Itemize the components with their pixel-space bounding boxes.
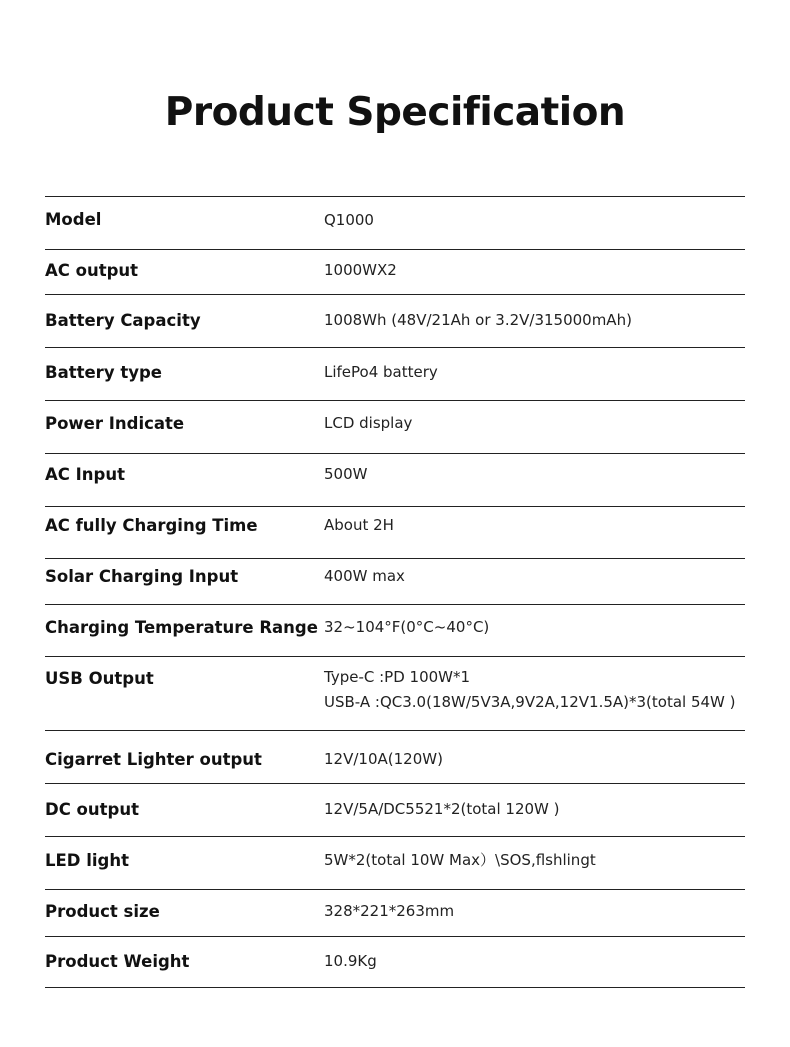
spec-label: Battery Capacity — [45, 311, 201, 330]
spec-label: AC fully Charging Time — [45, 516, 258, 535]
spec-label: Solar Charging Input — [45, 567, 239, 586]
spec-value-line: Type-C :PD 100W*1 — [324, 668, 471, 686]
spec-label: AC output — [45, 261, 139, 280]
spec-label: LED light — [45, 851, 129, 870]
spec-row-led-light — [45, 837, 745, 890]
spec-value — [324, 411, 412, 436]
spec-value — [324, 513, 394, 538]
spec-row-charging-temperature — [45, 605, 745, 657]
spec-value — [324, 747, 443, 772]
spec-value — [324, 360, 438, 385]
spec-value — [324, 462, 367, 487]
spec-value-line: 1008Wh (48V/21Ah or 3.2V/315000mAh) — [324, 311, 632, 329]
spec-value-line: 5W*2(total 10W Max）\SOS,flshlingt — [324, 851, 596, 869]
spec-value-line: 12V/5A/DC5521*2(total 120W ) — [324, 800, 560, 818]
spec-row-ac-charging-time — [45, 507, 745, 559]
spec-label: DC output — [45, 800, 139, 819]
spec-value-line: 400W max — [324, 567, 405, 585]
spec-value-line: 328*221*263mm — [324, 902, 455, 920]
spec-row-ac-input — [45, 454, 745, 507]
page-title: Product Specification — [164, 90, 626, 135]
spec-label: Product size — [45, 902, 160, 921]
spec-value-line: 10.9Kg — [324, 952, 377, 970]
spec-value-line: Q1000 — [324, 211, 374, 229]
spec-value — [324, 308, 632, 333]
spec-row-model — [45, 197, 745, 250]
spec-label: Power Indicate — [45, 414, 185, 433]
spec-value-line: LifePo4 battery — [324, 363, 438, 381]
spec-value — [324, 208, 374, 233]
spec-row-ac-output — [45, 250, 745, 295]
spec-value — [324, 615, 489, 640]
spec-value-line: 32~104°F(0°C~40°C) — [324, 618, 490, 636]
spec-label: Product Weight — [45, 952, 190, 971]
spec-value-line: 1000WX2 — [324, 261, 397, 279]
spec-row-product-size — [45, 890, 745, 937]
spec-row-usb-output — [45, 657, 745, 731]
spec-label: Model — [45, 210, 102, 229]
spec-table — [45, 196, 745, 988]
spec-row-product-weight — [45, 937, 745, 988]
spec-row-dc-output — [45, 784, 745, 837]
spec-value — [324, 899, 454, 924]
spec-value-line: 12V/10A(120W) — [324, 750, 443, 768]
spec-value — [324, 665, 736, 715]
spec-label: USB Output — [45, 669, 154, 688]
spec-value-line: LCD display — [324, 414, 413, 432]
spec-value — [324, 949, 377, 974]
spec-value-line: USB-A :QC3.0(18W/5V3A,9V2A,12V1.5A)*3(total 54W ) — [324, 693, 736, 711]
spec-row-battery-capacity — [45, 295, 745, 348]
spec-row-solar-charging-input — [45, 559, 745, 605]
spec-value-line: About 2H — [324, 516, 394, 534]
spec-value — [324, 258, 397, 283]
spec-value-line: 500W — [324, 465, 368, 483]
spec-label: Battery type — [45, 363, 162, 382]
spec-row-cigarette-lighter — [45, 731, 745, 784]
spec-value — [324, 848, 596, 873]
spec-label: Cigarret Lighter output — [45, 750, 262, 769]
spec-label: Charging Temperature Range — [45, 618, 318, 637]
spec-row-battery-type — [45, 348, 745, 401]
spec-row-power-indicate — [45, 401, 745, 454]
spec-value — [324, 564, 405, 589]
spec-value — [324, 797, 560, 822]
spec-label: AC Input — [45, 465, 125, 484]
